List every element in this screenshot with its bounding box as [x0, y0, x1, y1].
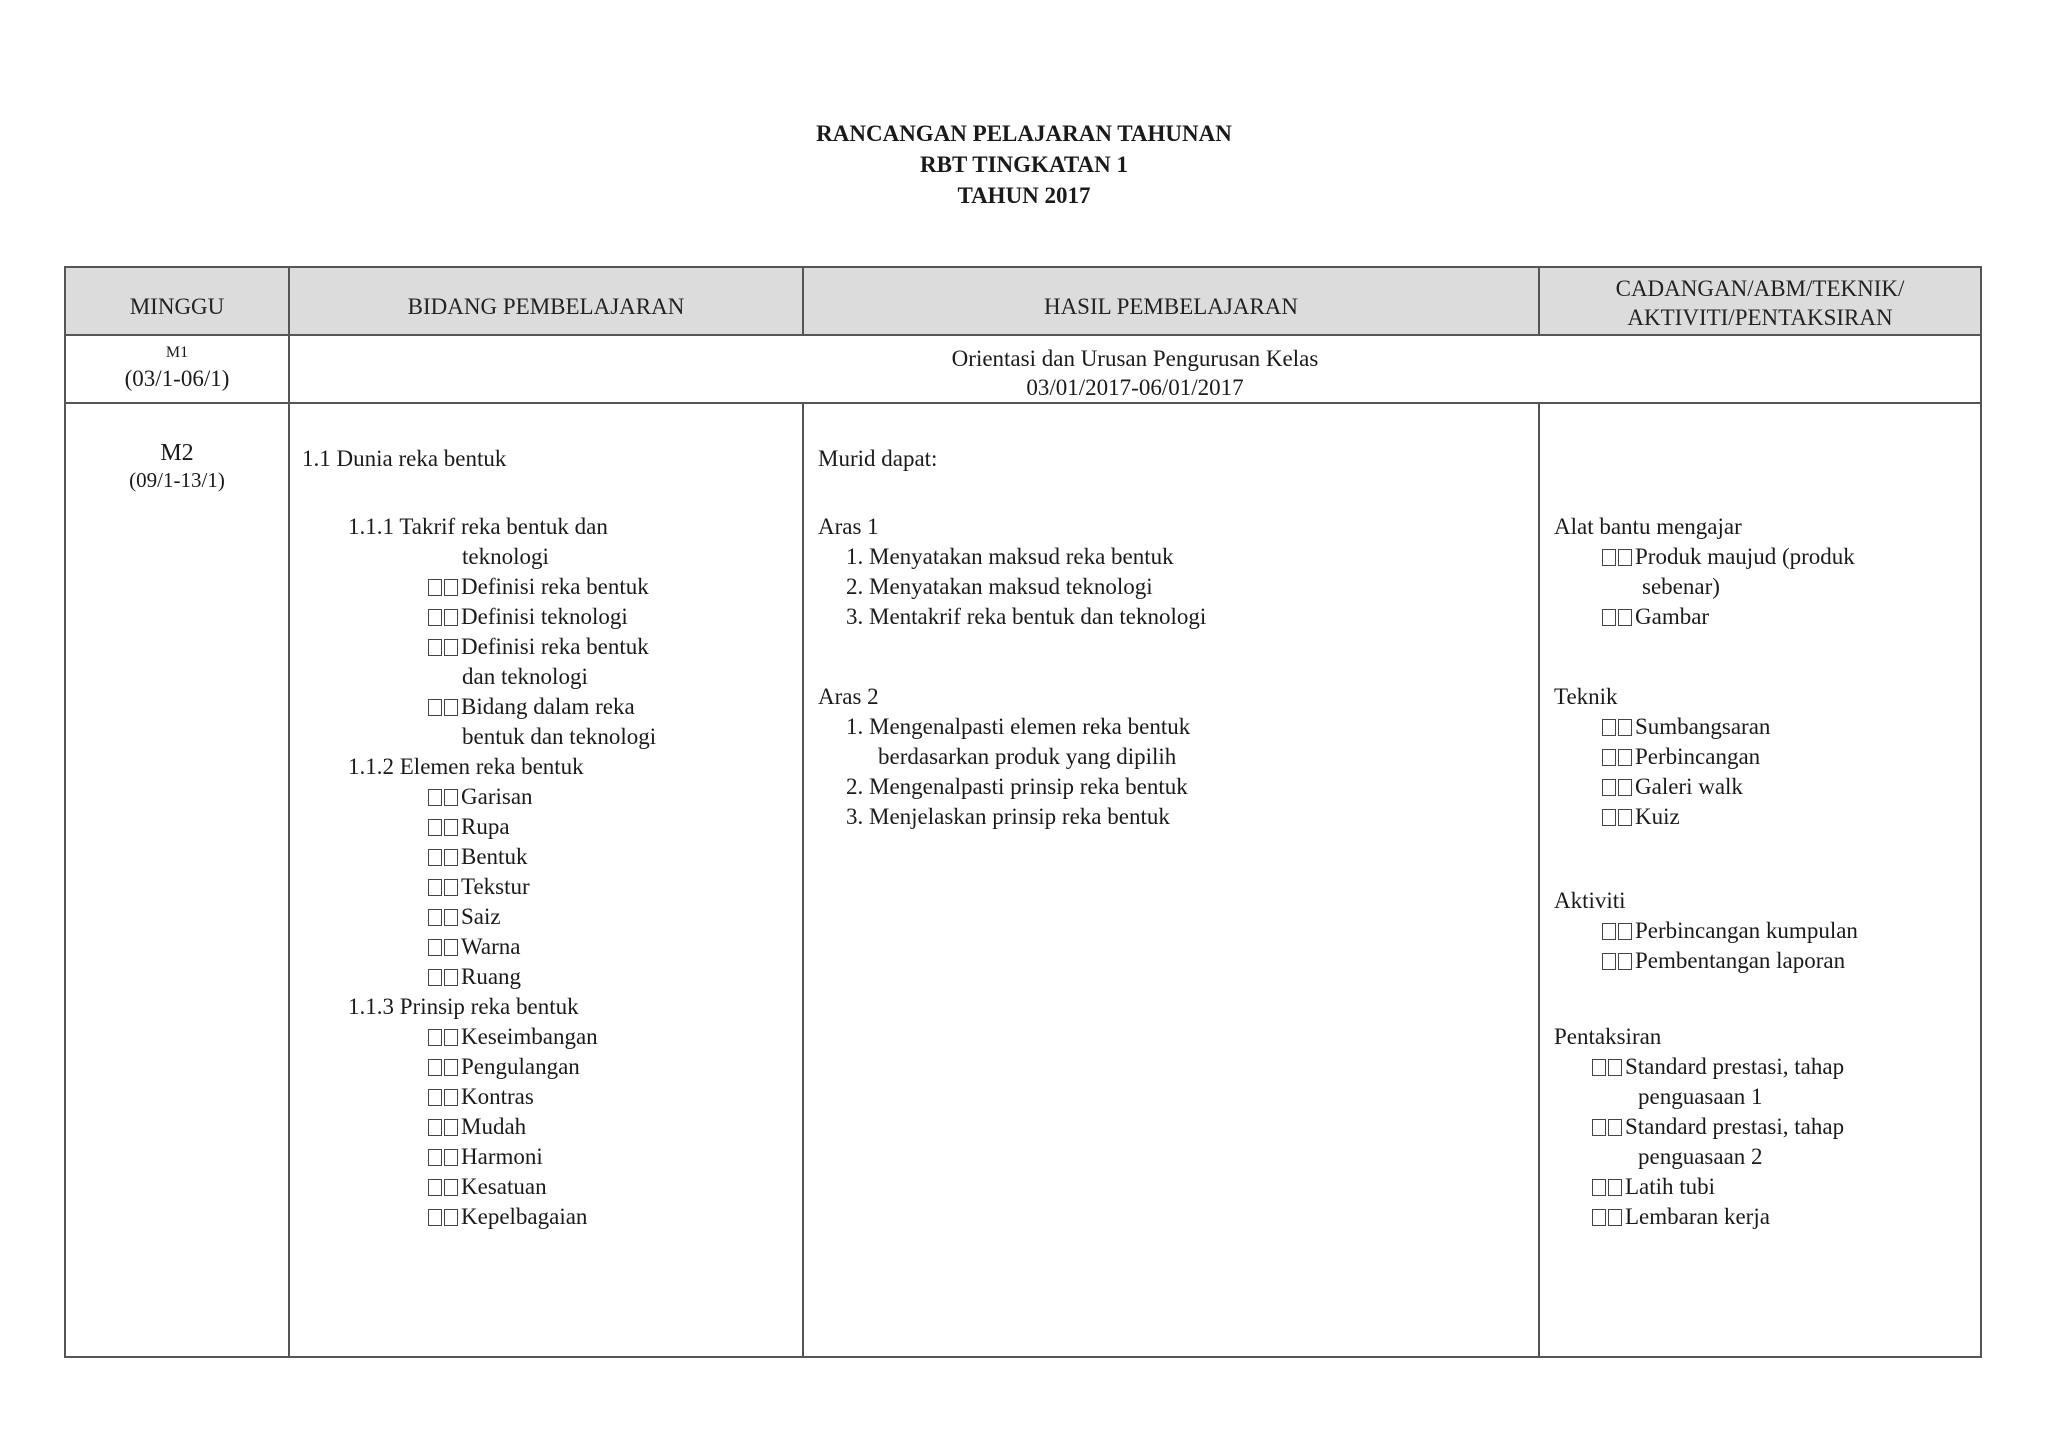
- checkbox-icon: [1592, 1119, 1606, 1136]
- checkbox-icon: [1602, 609, 1616, 626]
- checkbox-icon: [444, 639, 458, 656]
- list-item: 3. Mentakrif reka bentuk dan teknologi: [846, 604, 1207, 629]
- checkbox-icon: [1592, 1209, 1606, 1226]
- checkbox-icon: [1618, 549, 1632, 566]
- checkbox-icon: [1602, 749, 1616, 766]
- title-line-2: RBT TINGKATAN 1: [920, 152, 1128, 177]
- list-item: Definisi reka bentuk: [428, 574, 649, 600]
- checkbox-icon: [1618, 953, 1632, 970]
- checkbox-icon: [444, 1029, 458, 1046]
- m1-topic-cell: [290, 344, 1980, 402]
- checkbox-icon: [1602, 779, 1616, 796]
- list-item: Mudah: [428, 1114, 526, 1140]
- list-item: Produk maujud (produk: [1602, 544, 1855, 570]
- list-item: Gambar: [1602, 604, 1709, 630]
- checkbox-icon: [444, 939, 458, 956]
- divider: [288, 336, 290, 1358]
- checkbox-icon: [444, 609, 458, 626]
- checkbox-icon: [1608, 1119, 1622, 1136]
- checkbox-icon: [428, 849, 442, 866]
- list-item: Kontras: [428, 1084, 534, 1110]
- checkbox-icon: [1618, 809, 1632, 826]
- aktiviti-heading: Aktiviti: [1554, 888, 1626, 913]
- checkbox-icon: [444, 579, 458, 596]
- checkbox-icon: [1602, 549, 1616, 566]
- list-item: Keseimbangan: [428, 1024, 598, 1050]
- col-header-cadangan: [1540, 268, 1980, 334]
- checkbox-icon: [428, 909, 442, 926]
- list-item: 2. Mengenalpasti prinsip reka bentuk: [846, 774, 1188, 799]
- list-item: Definisi reka bentuk: [428, 634, 649, 660]
- list-item: Sumbangsaran: [1602, 714, 1770, 740]
- checkbox-icon: [444, 1149, 458, 1166]
- checkbox-icon: [1618, 923, 1632, 940]
- lesson-plan-table: [64, 266, 1982, 1358]
- checkbox-icon: [444, 909, 458, 926]
- col-header-bidang: BIDANG PEMBELAJARAN: [407, 294, 685, 319]
- checkbox-icon: [1602, 923, 1616, 940]
- list-item: Warna: [428, 934, 520, 960]
- list-item: 3. Menjelaskan prinsip reka bentuk: [846, 804, 1170, 829]
- bidang-s1: 1.1.1 Takrif reka bentuk dan: [348, 514, 608, 539]
- checkbox-icon: [1602, 809, 1616, 826]
- checkbox-icon: [428, 789, 442, 806]
- list-item: Standard prestasi, tahap: [1592, 1054, 1844, 1080]
- teknik-heading: Teknik: [1554, 684, 1618, 709]
- checkbox-icon: [444, 789, 458, 806]
- list-item: 1. Menyatakan maksud reka bentuk: [846, 544, 1174, 569]
- col-header-hasil: HASIL PEMBELAJARAN: [1043, 294, 1299, 319]
- list-item: Lembaran kerja: [1592, 1204, 1770, 1230]
- list-item-continuation: dan teknologi: [462, 664, 588, 689]
- col-header-cadangan-line1: CADANGAN/ABM/TEKNIK/: [1615, 276, 1905, 301]
- aras2-heading: Aras 2: [818, 684, 879, 709]
- list-item-continuation: berdasarkan produk yang dipilih: [878, 744, 1177, 769]
- bidang-s3: 1.1.3 Prinsip reka bentuk: [348, 994, 579, 1019]
- checkbox-icon: [444, 1059, 458, 1076]
- divider: [802, 268, 804, 336]
- list-item: Pembentangan laporan: [1602, 948, 1845, 974]
- list-item: 1. Mengenalpasti elemen reka bentuk: [846, 714, 1191, 739]
- list-item: Galeri walk: [1602, 774, 1743, 800]
- list-item: 2. Menyatakan maksud teknologi: [846, 574, 1153, 599]
- divider: [1538, 404, 1540, 1358]
- m1-dates: (03/1-06/1): [124, 366, 230, 391]
- checkbox-icon: [1592, 1179, 1606, 1196]
- list-item-continuation: bentuk dan teknologi: [462, 724, 657, 749]
- list-item: Latih tubi: [1592, 1174, 1715, 1200]
- list-item-continuation: penguasaan 1: [1638, 1084, 1763, 1109]
- aras1-heading: Aras 1: [818, 514, 879, 539]
- m1-week: M1: [165, 344, 189, 361]
- list-item: Ruang: [428, 964, 521, 990]
- list-item: Harmoni: [428, 1144, 543, 1170]
- abm-heading: Alat bantu mengajar: [1554, 514, 1742, 539]
- checkbox-icon: [428, 819, 442, 836]
- checkbox-icon: [428, 1149, 442, 1166]
- checkbox-icon: [428, 1089, 442, 1106]
- checkbox-icon: [428, 1179, 442, 1196]
- bidang-s2: 1.1.2 Elemen reka bentuk: [348, 754, 584, 779]
- list-item: Perbincangan: [1602, 744, 1760, 770]
- m2-dates: (09/1-13/1): [129, 468, 225, 492]
- bidang-s1b: teknologi: [462, 544, 549, 569]
- checkbox-icon: [444, 819, 458, 836]
- list-item: Bentuk: [428, 844, 527, 870]
- list-item: Garisan: [428, 784, 533, 810]
- checkbox-icon: [1618, 719, 1632, 736]
- list-item: Saiz: [428, 904, 501, 930]
- bidang-main: 1.1 Dunia reka bentuk: [302, 446, 507, 471]
- checkbox-icon: [1592, 1059, 1606, 1076]
- divider: [802, 404, 804, 1358]
- checkbox-icon: [444, 699, 458, 716]
- checkbox-icon: [428, 939, 442, 956]
- pentaksiran-heading: Pentaksiran: [1554, 1024, 1662, 1049]
- title-line-1: RANCANGAN PELAJARAN TAHUNAN: [816, 121, 1232, 146]
- checkbox-icon: [428, 699, 442, 716]
- m2-week: M2: [160, 440, 194, 466]
- checkbox-icon: [444, 1119, 458, 1136]
- checkbox-icon: [428, 1059, 442, 1076]
- list-item: Bidang dalam reka: [428, 694, 635, 720]
- checkbox-icon: [444, 1089, 458, 1106]
- checkbox-icon: [1618, 749, 1632, 766]
- checkbox-icon: [428, 639, 442, 656]
- list-item-continuation: penguasaan 2: [1638, 1144, 1763, 1169]
- list-item: Standard prestasi, tahap: [1592, 1114, 1844, 1140]
- checkbox-icon: [428, 1209, 442, 1226]
- m2-week-cell: [66, 438, 288, 492]
- checkbox-icon: [1608, 1179, 1622, 1196]
- checkbox-icon: [428, 969, 442, 986]
- list-item: Rupa: [428, 814, 510, 840]
- checkbox-icon: [428, 879, 442, 896]
- checkbox-icon: [444, 1179, 458, 1196]
- col-header-cadangan-line2: AKTIVITI/PENTAKSIRAN: [1627, 305, 1893, 330]
- checkbox-icon: [428, 579, 442, 596]
- divider: [288, 268, 290, 336]
- checkbox-icon: [1602, 953, 1616, 970]
- checkbox-icon: [1608, 1209, 1622, 1226]
- list-item: Kesatuan: [428, 1174, 547, 1200]
- checkbox-icon: [444, 879, 458, 896]
- list-item: Perbincangan kumpulan: [1602, 918, 1858, 944]
- document-title-block: [0, 118, 2048, 211]
- divider: [1538, 268, 1540, 336]
- list-item: Definisi teknologi: [428, 604, 628, 630]
- col-header-minggu: MINGGU: [129, 294, 225, 319]
- checkbox-icon: [444, 1209, 458, 1226]
- m1-topic-dates: 03/01/2017-06/01/2017: [1026, 375, 1244, 400]
- list-item-continuation: sebenar): [1642, 574, 1720, 599]
- checkbox-icon: [444, 849, 458, 866]
- list-item: Kepelbagaian: [428, 1204, 587, 1230]
- title-line-3: TAHUN 2017: [957, 183, 1091, 208]
- checkbox-icon: [428, 1029, 442, 1046]
- list-item: Pengulangan: [428, 1054, 580, 1080]
- checkbox-icon: [1618, 609, 1632, 626]
- checkbox-icon: [444, 969, 458, 986]
- checkbox-icon: [1608, 1059, 1622, 1076]
- checkbox-icon: [428, 609, 442, 626]
- hasil-intro: Murid dapat:: [818, 446, 938, 471]
- list-item: Tekstur: [428, 874, 530, 900]
- checkbox-icon: [1602, 719, 1616, 736]
- m1-week-cell: [66, 342, 288, 394]
- m1-topic: Orientasi dan Urusan Pengurusan Kelas: [951, 346, 1319, 371]
- list-item: Kuiz: [1602, 804, 1680, 830]
- checkbox-icon: [428, 1119, 442, 1136]
- checkbox-icon: [1618, 779, 1632, 796]
